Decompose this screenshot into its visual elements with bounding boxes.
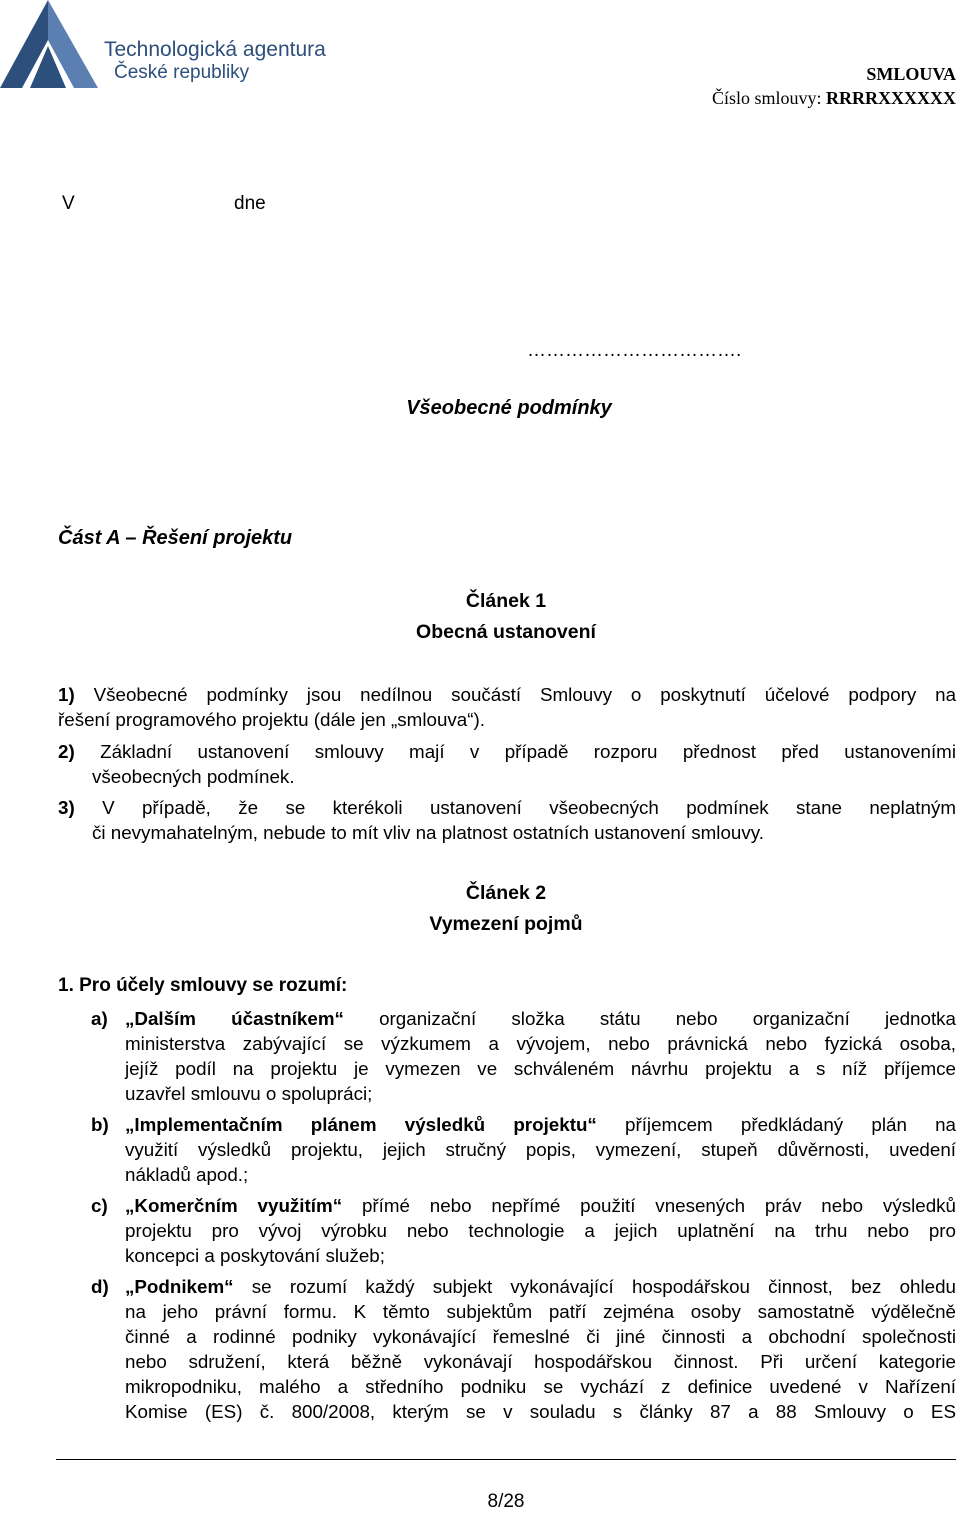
contract-number-value: RRRRXXXXXX [826,88,956,108]
paragraph-number: 3) [58,797,75,818]
agency-logo-mark-icon [0,0,104,92]
defined-term: „Komerčním využitím“ [125,1195,343,1216]
item-text: organizační složka státu nebo organizační jednotka [379,1008,957,1029]
item-text: se rozumí každý subjekt vykonávající hospodářskou činnost, bez ohledu [251,1276,956,1297]
item-text: nebo sdružení, která běžně vykonávají hospodářskou činnost. Při určení kategorie [125,1351,956,1372]
part-title: Část A – Řešení projektu [58,527,293,549]
item-label: b) [91,1114,109,1135]
paragraph-text: Základní ustanovení smlouvy mají v případě rozporu přednost před ustanoveními [100,741,956,762]
document-title: Všeobecné podmínky [406,397,612,419]
article-1-paragraph-2 [58,739,956,789]
contract-number-label: Číslo smlouvy: [711,88,822,108]
item-text: mikropodniku, malého a středního podniku se vychází z definice uvedené v Nařízení [125,1376,956,1397]
article-1-title: Obecná ustanovení [416,621,596,643]
contract-header [712,62,956,110]
article-1-paragraph-3 [58,795,956,845]
place-label: V [62,193,75,214]
item-text: uzavřel smlouvu o spolupráci; [125,1083,373,1104]
item-text: ministerstva zabývající se výzkumem a vývojem, nebo právnická nebo fyzická osoba, [125,1033,956,1054]
agency-logo [0,0,330,92]
item-text: využití výsledků projektu, jejich stručný popis, vymezení, stupeň důvěrnosti, uvedení [125,1139,956,1160]
logo-text-line1: Technologická agentura [104,38,326,61]
contract-title: SMLOUVA [866,64,956,84]
item-text: projektu pro vývoj výrobku nebo technologie a jejich uplatnění na trhu nebo pro [125,1220,956,1241]
page-number: 8/28 [487,1491,525,1512]
item-label: d) [91,1276,109,1297]
article-2-title: Vymezení pojmů [429,913,583,935]
signature-dots: ……………………………. [527,340,742,361]
definitions-intro: 1. Pro účely smlouvy se rozumí: [58,975,348,996]
item-text: činné a rodinné podniky vykonávající řemeslné či jiné činnosti a obchodní společnosti [125,1326,956,1347]
defined-term: „Implementačním plánem výsledků projektu“ [125,1114,597,1135]
paragraph-text: či nevymahatelným, nebude to mít vliv na platnost ostatních ustanovení smlouvy. [92,822,764,843]
article-1-heading [0,586,960,648]
paragraph-number: 1) [58,684,75,705]
article-2-heading [0,878,960,940]
item-label: a) [91,1008,108,1029]
item-text: Komise (ES) č. 800/2008, kterým se v souladu s články 87 a 88 Smlouvy o ES [125,1401,956,1422]
item-text: přímé nebo nepřímé použití vnesených práv nebo výsledků [361,1195,956,1216]
item-text: na jeho právní formu. K těmto subjektům patří zejména osoby samostatně výdělečně [125,1301,956,1322]
date-label: dne [234,193,266,214]
footer-divider [56,1459,956,1460]
defined-term: „Podnikem“ [125,1276,234,1297]
item-text: jejíž podíl na projektu je vymezen ve schváleném návrhu projektu a s níž příjemce [125,1058,956,1079]
paragraph-number: 2) [58,741,75,762]
item-text: příjemcem předkládaný plán na [625,1114,956,1135]
paragraph-text: V případě, že se kterékoli ustanovení všeobecných podmínek stane neplatným [102,797,957,818]
article-2-number: Článek 2 [465,882,547,904]
item-text: koncepci a poskytování služeb; [125,1245,385,1266]
defined-term: „Dalším účastníkem“ [125,1008,344,1029]
paragraph-text: řešení programového projektu (dále jen „smlouva“). [58,709,485,730]
article-1-number: Článek 1 [465,590,547,612]
paragraph-text: všeobecných podmínek. [92,766,295,787]
item-text: nákladů apod.; [125,1164,249,1185]
article-1-paragraph-1 [58,682,956,732]
item-label: c) [91,1195,108,1216]
contract-number [712,86,956,110]
logo-text-line2: České republiky [114,62,250,83]
paragraph-text: Všeobecné podmínky jsou nedílnou součástí Smlouvy o poskytnutí účelové podpory na [93,684,957,705]
